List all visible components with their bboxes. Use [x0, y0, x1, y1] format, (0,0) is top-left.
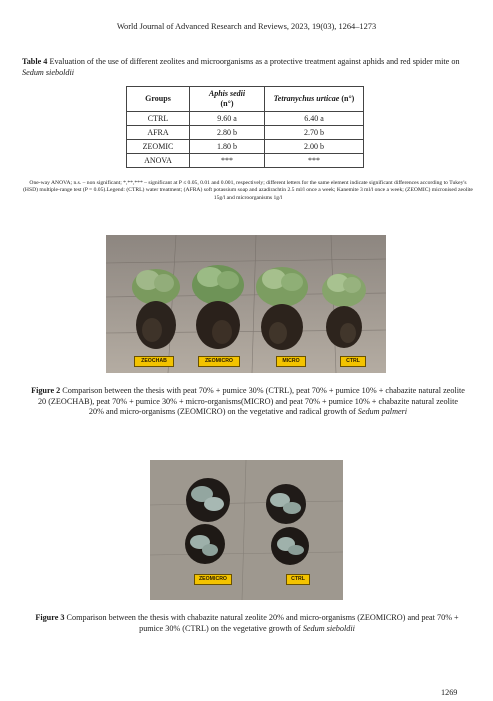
cell-aphis: *** [190, 154, 265, 168]
table4-label: Table 4 [22, 57, 48, 66]
cell-aphis: 9.60 a [190, 112, 265, 126]
page-number: 1269 [441, 688, 458, 697]
figure3-image [150, 460, 343, 600]
figure3-caption-species: Sedum sieboldii [302, 623, 355, 633]
cell-group: ANOVA [127, 154, 190, 168]
col-groups-header: Groups [127, 87, 190, 112]
figure3-photo [150, 460, 343, 600]
table-row [127, 154, 364, 168]
cell-tetranychus: 6.40 a [265, 112, 364, 126]
figure2-caption-text: Comparison between the thesis with peat 70% + pumice 30% (CTRL), peat 70% + pumice 10% + chabazite natural zeolite 20 (ZEOCHAB), peat 70% + pumice 30% + micro-organisms(MICRO) and peat 70% + pumice 10% + chabazite natural zeolite 20% and micro-organisms (ZEOMICRO) on the vegetative and radical growth of [37, 386, 465, 417]
figure3-label-ctrl: CTRL [286, 574, 310, 585]
figure2-caption-species: Sedum palmeri [357, 407, 408, 417]
figure3-caption [24, 613, 470, 634]
figure3-label-zeomicro: ZEOMICRO [194, 574, 232, 585]
table4-caption [22, 57, 474, 78]
cell-tetranychus: *** [265, 154, 364, 168]
table4-footnote: One-way ANOVA; n.s. – non significant; *,**,*** – significant at P ≤ 0.05, 0.01 and 0.001, respectively; different letters for the same element indicate significant differences according to Tukey's (HSD) multiple-range test (P = 0.05).Legend: (CTRL) water treatment; (AFRA) soft potassium soap and azadirachtin 2.5 ml/l once a week; Kanemite 3 ml/l once a week; (ZEOMIC) micronised zeolite 15g/l and microorganisms 1g/l [23, 180, 473, 201]
figure3-caption-text: Comparison between the thesis with chabazite natural zeolite 20% and micro-organisms (ZEOMICRO) and peat 70% + pumice 30% (CTRL) on the vegetative growth of [66, 613, 459, 633]
table4-caption-text: Evaluation of the use of different zeolites and microorganisms as a protective treatment against aphids and red spider mite on [49, 57, 460, 66]
figure2-label-micro: MICRO [276, 356, 306, 367]
cell-aphis: 1.80 b [190, 140, 265, 154]
cell-tetranychus: 2.70 b [265, 126, 364, 140]
figure2-image [106, 235, 386, 373]
table4 [126, 86, 364, 168]
cell-tetranychus: 2.00 b [265, 140, 364, 154]
col-tetranychus-header: Tetranychus urticae (n°) [265, 87, 364, 112]
cell-group: CTRL [127, 112, 190, 126]
table-header-row [127, 87, 364, 112]
table4-caption-species: Sedum sieboldii [22, 67, 75, 77]
table-row [127, 112, 364, 126]
col-aphis-header: Aphis sedii (n°) [190, 87, 265, 112]
table-row [127, 126, 364, 140]
table-row [127, 140, 364, 154]
figure2-photo [106, 235, 386, 373]
figure3-label: Figure 3 [35, 613, 65, 622]
cell-group: AFRA [127, 126, 190, 140]
figure2-label: Figure 2 [31, 386, 61, 395]
cell-group: ZEOMIC [127, 140, 190, 154]
cell-aphis: 2.80 b [190, 126, 265, 140]
figure2-label-ctrl: CTRL [340, 356, 366, 367]
journal-header: World Journal of Advanced Research and Reviews, 2023, 19(03), 1264–1273 [116, 22, 377, 31]
figure2-caption [30, 386, 466, 418]
figure2-label-zeochab: ZEOCHAB [134, 356, 174, 367]
figure2-label-zeomicro: ZEOMICRO [198, 356, 240, 367]
